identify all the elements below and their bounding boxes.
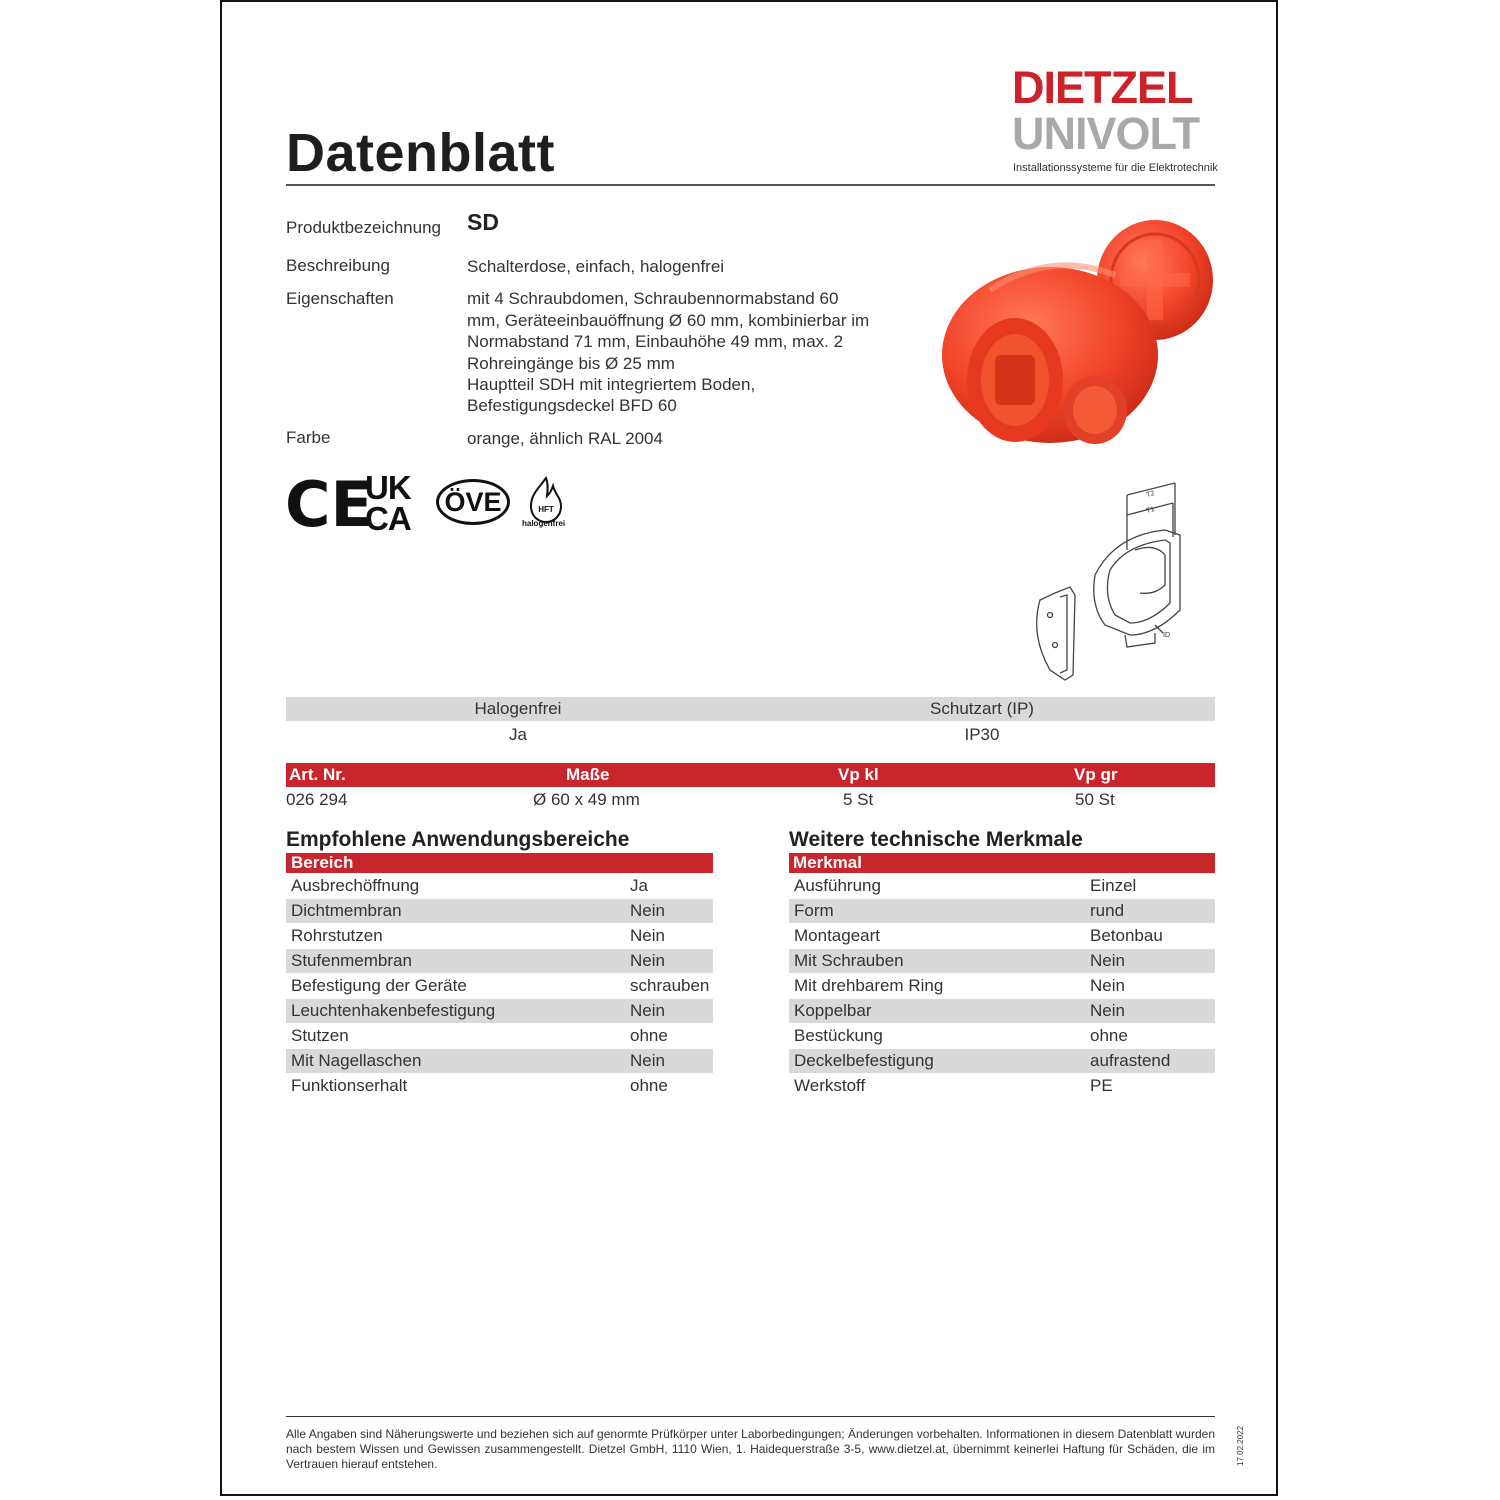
features-bar-label: Merkmal xyxy=(793,853,862,872)
application-row xyxy=(286,924,713,948)
summary-value-protection: IP30 xyxy=(964,725,1000,744)
article-value-dimensions: Ø 60 x 49 mm xyxy=(533,790,640,809)
label-properties: Eigenschaften xyxy=(286,289,394,308)
article-value-vp-gr: 50 St xyxy=(1075,790,1115,809)
logo-univolt: UNIVOLT xyxy=(1012,108,1200,159)
product-name: SD xyxy=(467,209,499,235)
feature-row-label: Bestückung xyxy=(794,1026,883,1045)
product-properties-line-3: Befestigungsdeckel BFD 60 xyxy=(467,396,677,415)
title-divider xyxy=(286,184,1215,186)
application-row xyxy=(286,874,713,898)
feature-row-value: aufrastend xyxy=(1090,1051,1171,1070)
feature-row-label: Koppelbar xyxy=(794,1001,872,1020)
application-row-label: Stufenmembran xyxy=(291,951,412,970)
feature-row-label: Ausführung xyxy=(794,876,881,895)
ove-mark: ÖVE xyxy=(436,479,510,525)
feature-row xyxy=(789,1024,1215,1048)
feature-row-value: rund xyxy=(1090,901,1125,920)
application-row-label: Dichtmembran xyxy=(291,901,402,920)
product-photo xyxy=(930,205,1220,465)
summary-value-halogen: Ja xyxy=(509,725,527,744)
feature-row-value: Nein xyxy=(1090,976,1125,995)
logo-dietzel: DIETZEL xyxy=(1012,62,1193,113)
application-row xyxy=(286,974,713,998)
product-properties-line-2: Hauptteil SDH mit integriertem Boden, xyxy=(467,375,756,394)
article-header-vp-kl: Vp kl xyxy=(838,765,879,784)
footer-disclaimer: Alle Angaben sind Näherungswerte und beziehen sich auf genormte Prüfkörper unter Laborbedingungen; Änderungen vorbehalten. Informationen in diesem Datenblatt wurden nach bestem Wissen und Gewissen zusammengestellt. Dietzel GmbH, 1110 Wien, 1. Haidequerstraße 3-5, www.dietzel.at, übernimmt keinerlei Haftung für Schäden, die im Vertrauen hierauf entstehen. xyxy=(286,1427,1215,1471)
article-header-number: Art. Nr. xyxy=(289,765,346,784)
footer-date: 17.02.2022 xyxy=(1236,1425,1245,1466)
application-row-label: Rohrstutzen xyxy=(291,926,383,945)
application-row xyxy=(286,1074,713,1098)
application-row-value: Nein xyxy=(630,1051,665,1070)
feature-row xyxy=(789,899,1215,923)
applications-bar-label: Bereich xyxy=(291,853,354,872)
svg-text:HFT: HFT xyxy=(538,505,554,514)
feature-row-label: Deckelbefestigung xyxy=(794,1051,934,1070)
feature-row xyxy=(789,1074,1215,1098)
application-row-label: Stutzen xyxy=(291,1026,349,1045)
feature-row xyxy=(789,1049,1215,1073)
product-color: orange, ähnlich RAL 2004 xyxy=(467,429,663,448)
feature-row xyxy=(789,999,1215,1023)
application-row-value: Ja xyxy=(630,876,648,895)
feature-row-value: Betonbau xyxy=(1090,926,1163,945)
feature-row-label: Montageart xyxy=(794,926,880,945)
article-value-number: 026 294 xyxy=(286,790,348,809)
article-header-dimensions: Maße xyxy=(566,765,610,784)
application-row-label: Befestigung der Geräte xyxy=(291,976,467,995)
page-title: Datenblatt xyxy=(286,123,556,183)
application-row-value: Nein xyxy=(630,901,665,920)
feature-row-label: Mit Schrauben xyxy=(794,951,904,970)
article-value-vp-kl: 5 St xyxy=(843,790,874,809)
label-description: Beschreibung xyxy=(286,256,390,275)
feature-row-label: Werkstoff xyxy=(794,1076,866,1095)
technical-drawing xyxy=(1015,475,1215,690)
ce-mark: CE xyxy=(285,468,373,541)
ukca-mark-bottom: CA xyxy=(365,500,411,537)
ukca-mark-top: UK xyxy=(365,469,411,506)
product-description: Schalterdose, einfach, halogenfrei xyxy=(467,257,725,276)
application-row-value: ohne xyxy=(630,1026,668,1045)
dimension-label-t2: T2 xyxy=(1145,490,1156,499)
label-product-name: Produktbezeichnung xyxy=(286,218,442,237)
product-properties: mit 4 Schraubdomen, Schraubennormabstand 60 mm, Geräteeinbauöffnung Ø 60 mm, kombinierbar im Normabstand 71 mm, Einbauhöhe 49 mm, max. 2 Rohreingänge bis Ø 25 mm xyxy=(467,289,870,373)
dimension-label-id: ID xyxy=(1163,632,1170,639)
application-row xyxy=(286,949,713,973)
feature-row-label: Form xyxy=(794,901,834,920)
applications-title: Empfohlene Anwendungsbereiche xyxy=(286,828,630,851)
application-row-value: schrauben xyxy=(630,976,710,995)
application-row-label: Mit Nagellaschen xyxy=(291,1051,422,1070)
application-row-value: ohne xyxy=(630,1076,668,1095)
application-row xyxy=(286,899,713,923)
application-row-label: Ausbrechöffnung xyxy=(291,876,420,895)
feature-row-value: PE xyxy=(1090,1076,1113,1095)
application-row xyxy=(286,999,713,1023)
application-row xyxy=(286,1049,713,1073)
feature-row-value: Einzel xyxy=(1090,876,1137,895)
features-title: Weitere technische Merkmale xyxy=(789,828,1083,851)
article-header-vp-gr: Vp gr xyxy=(1074,765,1118,784)
feature-row-label: Mit drehbarem Ring xyxy=(794,976,944,995)
feature-row xyxy=(789,924,1215,948)
feature-row-value: Nein xyxy=(1090,951,1125,970)
application-row xyxy=(286,1024,713,1048)
application-row-label: Leuchtenhakenbefestigung xyxy=(291,1001,496,1020)
feature-row xyxy=(789,874,1215,898)
halogen-free-caption: halogenfrei xyxy=(522,519,566,528)
feature-row-value: Nein xyxy=(1090,1001,1125,1020)
application-row-value: Nein xyxy=(630,1001,665,1020)
feature-row-value: ohne xyxy=(1090,1026,1128,1045)
application-row-value: Nein xyxy=(630,926,665,945)
feature-row xyxy=(789,949,1215,973)
label-color: Farbe xyxy=(286,428,331,447)
footer-divider xyxy=(286,1416,1215,1417)
feature-row xyxy=(789,974,1215,998)
application-row-value: Nein xyxy=(630,951,665,970)
application-row-label: Funktionserhalt xyxy=(291,1076,408,1095)
summary-header-halogen: Halogenfrei xyxy=(474,699,562,718)
summary-header-protection: Schutzart (IP) xyxy=(930,699,1034,718)
dimension-label-t1: T1 xyxy=(1145,506,1156,515)
logo-subtitle: Installationssysteme für die Elektrotechnik xyxy=(1013,162,1218,174)
